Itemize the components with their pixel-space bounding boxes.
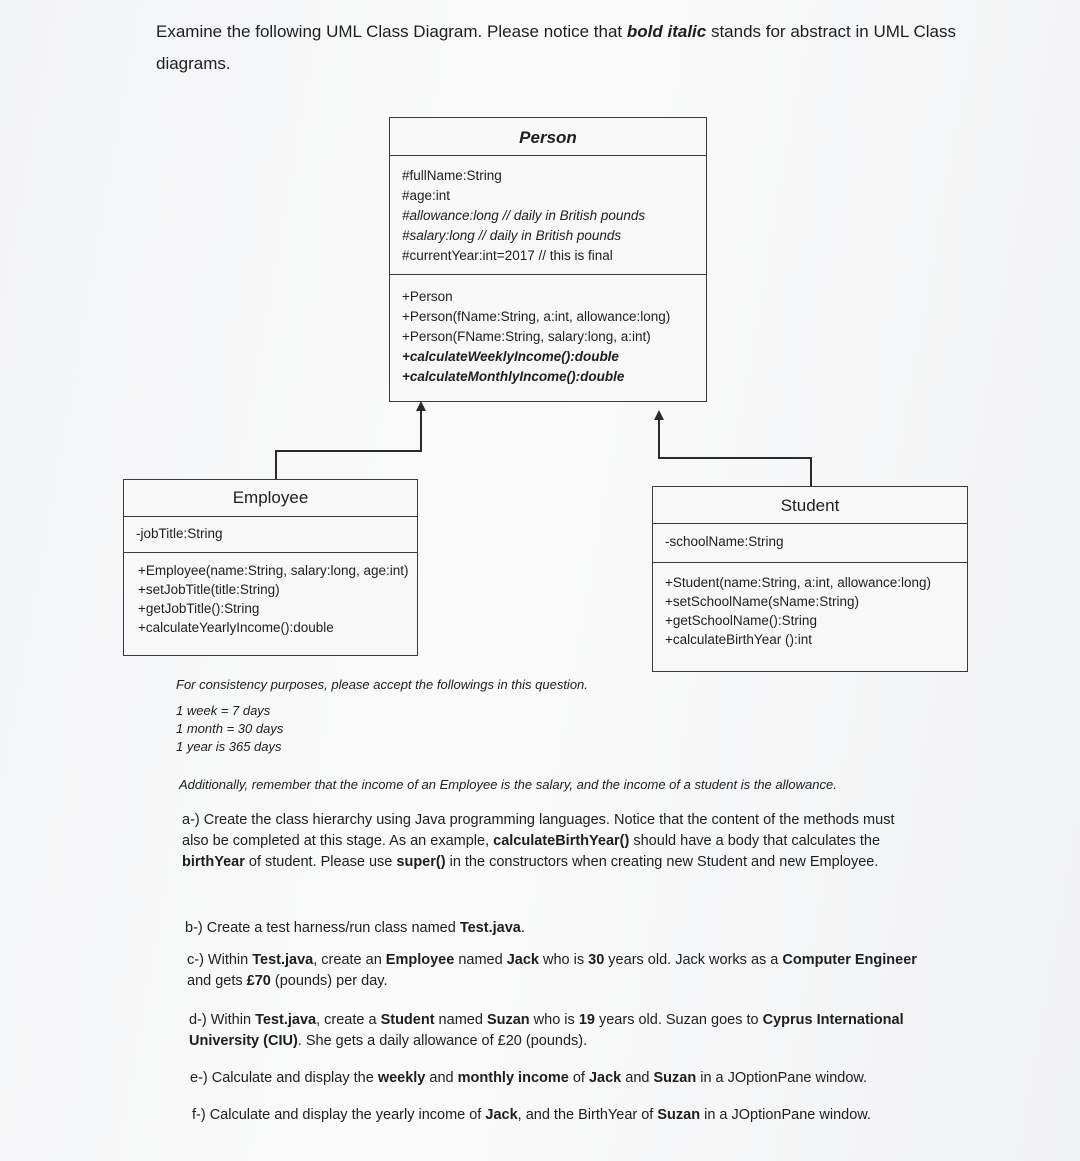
question-a-bold-2: birthYear xyxy=(182,854,245,870)
question-c-bold-5: Computer Engineer xyxy=(782,952,917,968)
student-method-birthyear: +calculateBirthYear ():int xyxy=(665,632,812,647)
question-d-text-6: . She gets a daily allowance of £20 (pounds). xyxy=(297,1033,588,1049)
question-e-text-1: e-) Calculate and display the xyxy=(190,1070,378,1086)
employee-class-box xyxy=(123,479,418,656)
student-method-setschoolname: +setSchoolName(sName:String) xyxy=(665,594,859,609)
question-b-text-1: b-) Create a test harness/run class named xyxy=(185,920,460,936)
question-d-text-2: , create a xyxy=(316,1012,381,1028)
employee-inheritance-line xyxy=(276,410,421,481)
consistency-heading: For consistency purposes, please accept the followings in this question. xyxy=(176,677,588,692)
question-d-bold-5: Cyprus International University (CIU) xyxy=(189,1012,904,1049)
question-c-bold-4: 30 xyxy=(588,952,605,968)
person-attr-salary: #salary:long // daily in British pounds xyxy=(402,228,622,243)
question-b-bold-1: Test.java xyxy=(459,920,521,936)
person-class-box xyxy=(389,117,707,402)
question-e-text-4: and xyxy=(621,1070,654,1086)
person-class-name: Person xyxy=(519,128,577,147)
student-attr-schoolname: -schoolName:String xyxy=(665,534,784,549)
employee-attr-jobtitle: -jobTitle:String xyxy=(136,526,223,541)
conversion-month: 1 month = 30 days xyxy=(176,721,284,736)
employee-attributes xyxy=(124,516,417,552)
person-attr-currentyear: #currentYear:int=2017 // this is final xyxy=(402,248,613,263)
question-c-bold-1: Test.java xyxy=(252,952,314,968)
question-d-bold-4: 19 xyxy=(578,1012,595,1028)
income-note: Additionally, remember that the income of an Employee is the salary, and the income of a student is the allowance. xyxy=(179,777,837,792)
question-f-bold-2: Suzan xyxy=(657,1107,701,1123)
question-a xyxy=(182,810,914,873)
question-d-text-5: years old. Suzan goes to xyxy=(594,1012,763,1028)
question-e-bold-1: weekly xyxy=(377,1070,426,1086)
question-c-text-4: who is xyxy=(538,952,589,968)
person-attr-fullname: #fullName:String xyxy=(402,168,502,183)
employee-class-name: Employee xyxy=(232,488,309,507)
question-d-bold-1: Test.java xyxy=(255,1012,317,1028)
person-method-ctor-allowance: +Person(fName:String, a:int, allowance:long) xyxy=(402,309,671,324)
question-e-bold-2: monthly income xyxy=(457,1070,569,1086)
question-a-bold-1: calculateBirthYear() xyxy=(493,833,630,849)
question-a-text-4: in the constructors when creating new Student and new Employee. xyxy=(445,854,879,870)
student-class-name: Student xyxy=(780,496,840,515)
student-inheritance-line xyxy=(659,419,811,487)
question-e-bold-4: Suzan xyxy=(653,1070,697,1086)
question-f-text-3: in a JOptionPane window. xyxy=(700,1107,871,1123)
question-a-bold-3: super() xyxy=(396,854,446,870)
question-d-bold-3: Suzan xyxy=(486,1012,530,1028)
question-c-text-2: , create an xyxy=(313,952,386,968)
question-d-text-4: who is xyxy=(529,1012,579,1028)
conversion-year: 1 year is 365 days xyxy=(176,739,282,754)
question-d-text-3: named xyxy=(434,1012,487,1028)
question-f-bold-1: Jack xyxy=(485,1107,518,1123)
student-method-getschoolname: +getSchoolName():String xyxy=(665,613,817,628)
question-f xyxy=(192,1105,912,1126)
question-d-bold-2: Student xyxy=(380,1012,435,1028)
question-a-text-1: a-) Create the class hierarchy using Java programming languages. Notice that the content of the methods must also be completed at this stage. As an example, xyxy=(182,812,895,849)
student-method-ctor: +Student(name:String, a:int, allowance:long) xyxy=(665,575,932,590)
person-attributes xyxy=(390,155,706,274)
question-d xyxy=(189,1010,921,1052)
person-method-default-ctor: +Person xyxy=(402,289,453,304)
employee-method-yearly-income: +calculateYearlyIncome():double xyxy=(138,620,334,635)
question-c-text-7: (pounds) per day. xyxy=(270,973,388,989)
intro-part1: Examine the following UML Class Diagram. Please notice that xyxy=(156,22,627,41)
question-c-text-3: named xyxy=(454,952,507,968)
question-c-text-1: c-) Within xyxy=(187,952,253,968)
question-e-text-5: in a JOptionPane window. xyxy=(696,1070,868,1086)
question-e xyxy=(190,1068,930,1089)
employee-methods xyxy=(124,552,417,655)
question-a-text-2: should have a body that calculates the xyxy=(629,833,881,849)
question-c-bold-6: £70 xyxy=(246,973,271,989)
question-c xyxy=(187,950,919,992)
student-class-box xyxy=(652,486,968,672)
student-methods xyxy=(653,562,967,671)
conversion-week: 1 week = 7 days xyxy=(176,703,271,718)
employee-arrowhead xyxy=(416,401,426,411)
employee-method-getjobtitle: +getJobTitle():String xyxy=(138,601,260,616)
question-c-text-5: years old. Jack works as a xyxy=(604,952,783,968)
question-b-text-2: . xyxy=(520,920,525,936)
question-e-bold-3: Jack xyxy=(588,1070,622,1086)
employee-method-setjobtitle: +setJobTitle(title:String) xyxy=(138,582,280,597)
question-e-text-2: and xyxy=(425,1070,458,1086)
question-c-bold-3: Jack xyxy=(506,952,539,968)
student-attributes xyxy=(653,523,967,562)
intro-emphasis: bold italic xyxy=(626,22,707,41)
question-f-text-2: , and the BirthYear of xyxy=(517,1107,658,1123)
person-method-monthly-income: +calculateMonthlyIncome():double xyxy=(402,369,625,384)
question-d-text-1: d-) Within xyxy=(189,1012,256,1028)
question-b xyxy=(185,918,917,939)
question-e-text-3: of xyxy=(568,1070,589,1086)
question-c-text-6: and gets xyxy=(187,973,247,989)
question-c-bold-2: Employee xyxy=(385,952,455,968)
person-attr-age: #age:int xyxy=(402,188,451,203)
intro-part2: stands for abstract in UML Class diagrams. xyxy=(156,22,956,73)
person-attr-allowance: #allowance:long // daily in British pounds xyxy=(402,208,646,223)
person-method-ctor-salary: +Person(FName:String, salary:long, a:int) xyxy=(402,329,651,344)
question-f-text-1: f-) Calculate and display the yearly income of xyxy=(192,1107,486,1123)
student-arrowhead xyxy=(654,410,664,420)
person-method-weekly-income: +calculateWeeklyIncome():double xyxy=(402,349,619,364)
person-methods xyxy=(390,274,706,401)
question-a-text-3: of student. Please use xyxy=(244,854,397,870)
employee-method-ctor: +Employee(name:String, salary:long, age:int) xyxy=(138,563,409,578)
